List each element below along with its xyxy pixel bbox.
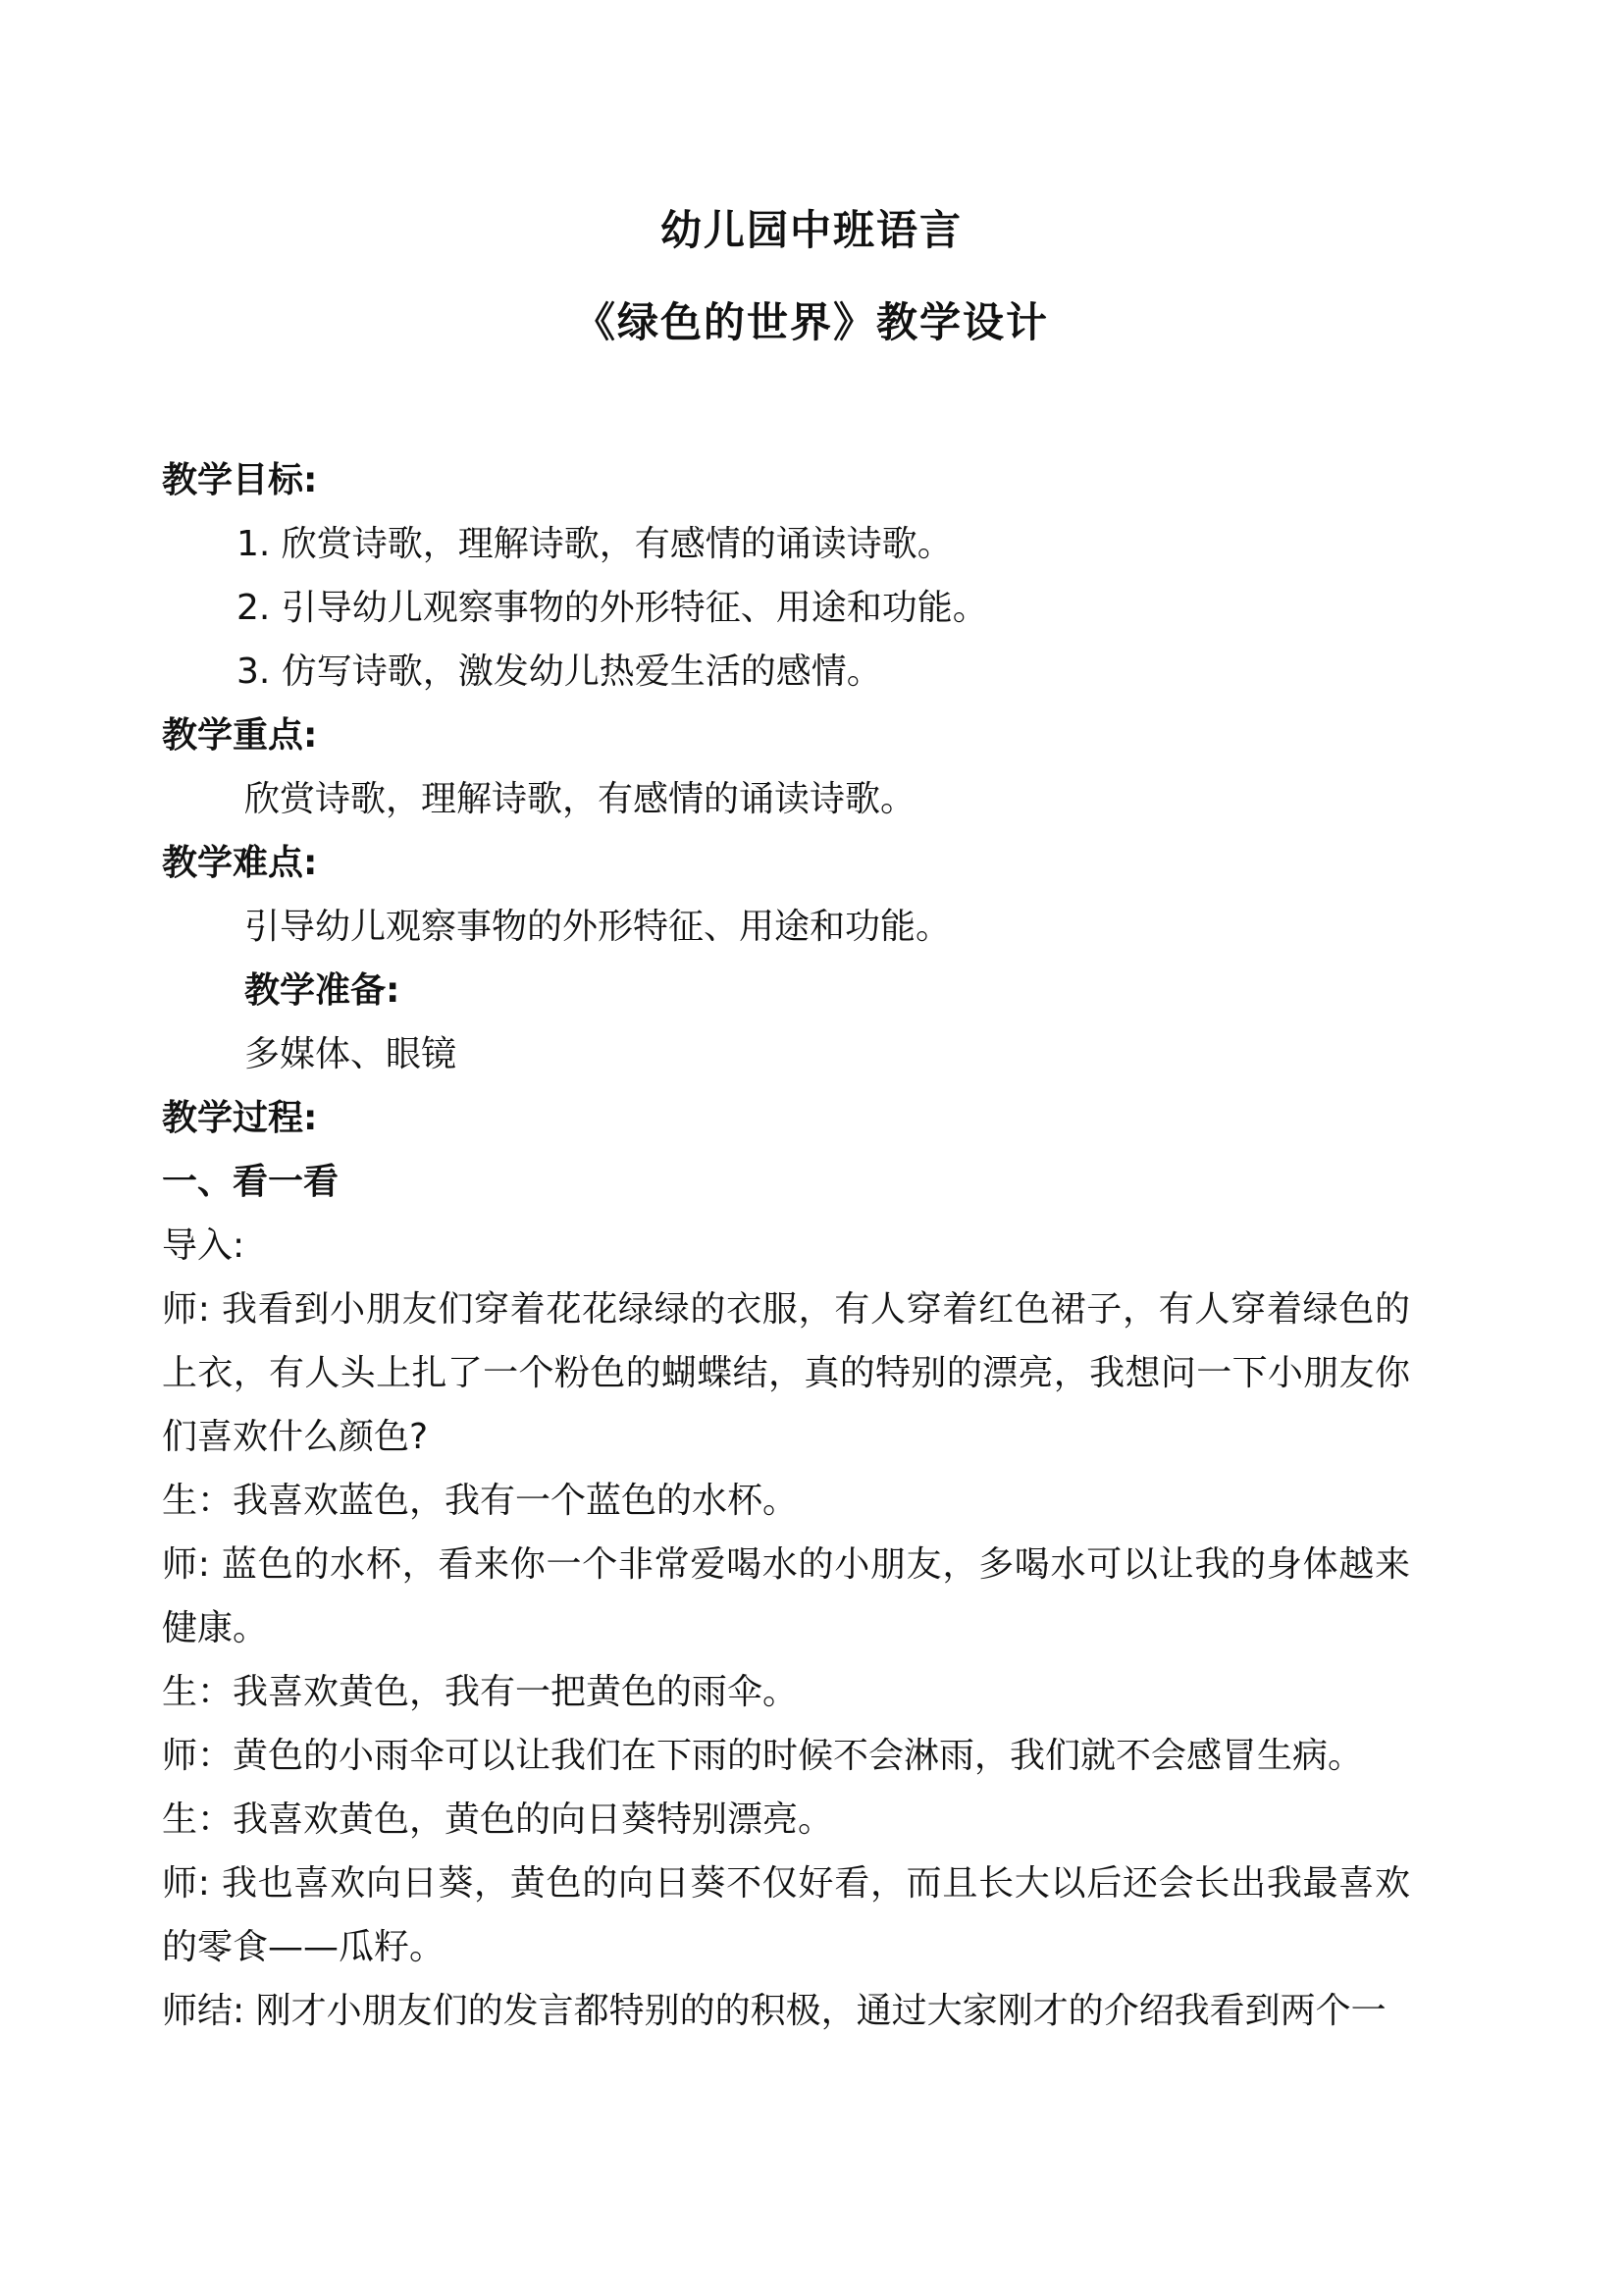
objective-item-1: 1. 欣赏诗歌，理解诗歌，有感情的诵读诗歌。: [236, 524, 953, 564]
objective-item-2: 2. 引导幼儿观察事物的外形特征、用途和功能。: [236, 588, 988, 628]
process-heading: 教学过程:: [162, 1098, 318, 1138]
dialogue-paragraph-student-3: 生：我喜欢黄色，黄色的向日葵特别漂亮。: [162, 1800, 834, 1840]
difficulties-heading: 教学难点:: [162, 843, 318, 883]
lead-in-label: 导入:: [162, 1226, 245, 1266]
dialogue-paragraph-teacher-summary: 师结: 刚才小朋友们的发言都特别的的积极，通过大家刚才的介绍我看到两个一: [162, 1991, 1387, 2031]
dialogue-paragraph-teacher-1: 师: 我看到小朋友们穿着花花绿绿的衣服，有人穿着红色裙子，有人穿着绿色的上衣，有人头上扎了一个粉色的蝴蝶结，真的特别的漂亮，我想问一下小朋友你们喜欢什么颜色?: [162, 1289, 1410, 1457]
preparation-heading: 教学准备:: [244, 970, 400, 1011]
dialogue-paragraph-teacher-3: 师：黄色的小雨伞可以让我们在下雨的时候不会淋雨，我们就不会感冒生病。: [162, 1736, 1364, 1776]
preparation-body: 多媒体、眼镜: [244, 1034, 457, 1074]
dialogue-paragraph-student-1: 生：我喜欢蓝色，我有一个蓝色的水杯。: [162, 1481, 799, 1521]
document-title-block: [0, 0, 1623, 347]
key-points-body: 欣赏诗歌，理解诗歌，有感情的诵读诗歌。: [244, 779, 916, 819]
document-body: [162, 448, 1410, 2043]
dialogue-paragraph-teacher-2: 师: 蓝色的水杯，看来你一个非常爱喝水的小朋友，多喝水可以让我的身体越来健康。: [162, 1544, 1410, 1648]
step-one-heading: 一、看一看: [162, 1162, 340, 1202]
objectives-heading: 教学目标:: [162, 460, 318, 500]
difficulties-body: 引导幼儿观察事物的外形特征、用途和功能。: [244, 907, 952, 947]
dialogue-paragraph-student-2: 生：我喜欢黄色，我有一把黄色的雨伞。: [162, 1672, 799, 1712]
doc-title-line-2: 《绿色的世界》教学设计: [573, 298, 1049, 346]
key-points-heading: 教学重点:: [162, 715, 318, 756]
objective-item-3: 3. 仿写诗歌，激发幼儿热爱生活的感情。: [236, 652, 882, 692]
dialogue-paragraph-teacher-4: 师: 我也喜欢向日葵，黄色的向日葵不仅好看，而且长大以后还会长出我最喜欢的零食——瓜籽。: [162, 1863, 1410, 1967]
doc-title-line-1: 幼儿园中班语言: [659, 206, 963, 254]
